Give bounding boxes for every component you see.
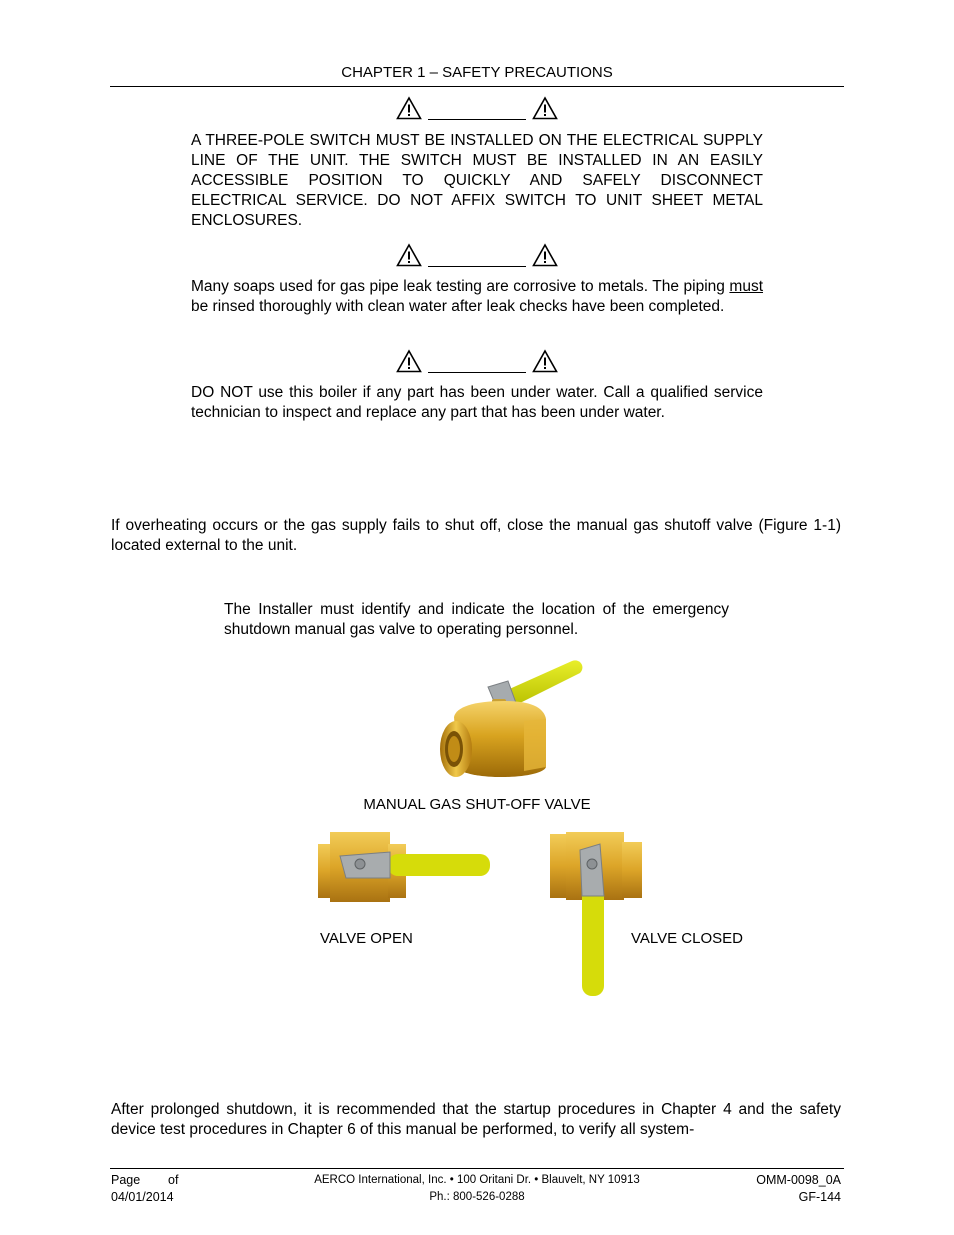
overheating-paragraph: If overheating occurs or the gas supply fails to shut off, close the manual gas shutoff valve (Figure 1-1) located external to the unit.: [111, 517, 841, 554]
chapter-title: CHAPTER 1 – SAFETY PRECAUTIONS: [341, 64, 613, 81]
soap-text-emphasis: must: [729, 278, 763, 295]
caption-valve-open: VALVE OPEN: [320, 930, 413, 947]
valve-closed-image: [550, 830, 642, 998]
soap-text-start: Many soaps used for gas pipe leak testing are corrosive to metals. The piping: [191, 278, 730, 295]
warning-triangle-icon: [532, 243, 558, 267]
warning-label: [428, 105, 526, 120]
footer-rule: [110, 1168, 844, 1169]
footer-doc-number: OMM-0098_0A: [756, 1173, 841, 1187]
warning-triangle-icon: [532, 96, 558, 120]
warning-triangle-icon: [396, 349, 422, 373]
soap-corrosion-warning: [191, 277, 763, 317]
warning-label: [428, 358, 526, 373]
footer-doc-code: GF-144: [798, 1190, 841, 1204]
caption-valve-closed: VALVE CLOSED: [631, 930, 743, 947]
soap-text-end: be rinsed thoroughly with clean water after leak checks have been completed.: [191, 298, 725, 315]
footer-date: 04/01/2014: [111, 1190, 174, 1204]
footer-phone: Ph.: 800-526-0288: [429, 1191, 525, 1203]
footer-company: AERCO International, Inc. • 100 Oritani Dr. • Blauvelt, NY 10913: [314, 1174, 640, 1186]
underwater-warning: DO NOT use this boiler if any part has been under water. Call a qualified service technician to inspect and replace any part that has been under water.: [191, 384, 763, 421]
warning-label: [428, 252, 526, 267]
footer-page-label: Page: [111, 1173, 141, 1187]
warning-triangle-icon: [396, 243, 422, 267]
three-pole-switch-warning: A THREE-POLE SWITCH MUST BE INSTALLED ON THE ELECTRICAL SUPPLY LINE OF THE UNIT. THE SWITCH MUST BE INSTALLED IN AN EASILY ACCESSIBLE POSITION TO QUICKLY AND SAFELY DISCONNECT ELECTRICAL SERVICE. DO NOT AFFIX SWITCH TO UNIT SHEET METAL ENCLOSURES.: [191, 132, 763, 229]
warning-banner: [0, 243, 954, 267]
warning-banner: [0, 96, 954, 120]
manual-gas-valve-image: [434, 655, 586, 790]
warning-triangle-icon: [532, 349, 558, 373]
warning-banner: [0, 349, 954, 373]
valve-open-image: [318, 830, 492, 902]
header-rule: [110, 86, 844, 87]
figure-caption-main: MANUAL GAS SHUT-OFF VALVE: [363, 796, 591, 813]
footer-of-label: of: [168, 1173, 179, 1187]
prolonged-shutdown-paragraph: After prolonged shutdown, it is recommended that the startup procedures in Chapter 4 and the safety device test procedures in Chapter 6 of this manual be performed, to verify all system-: [111, 1101, 841, 1138]
warning-triangle-icon: [396, 96, 422, 120]
installer-note: The Installer must identify and indicate the location of the emergency shutdown manual gas valve to operating personnel.: [224, 601, 729, 638]
